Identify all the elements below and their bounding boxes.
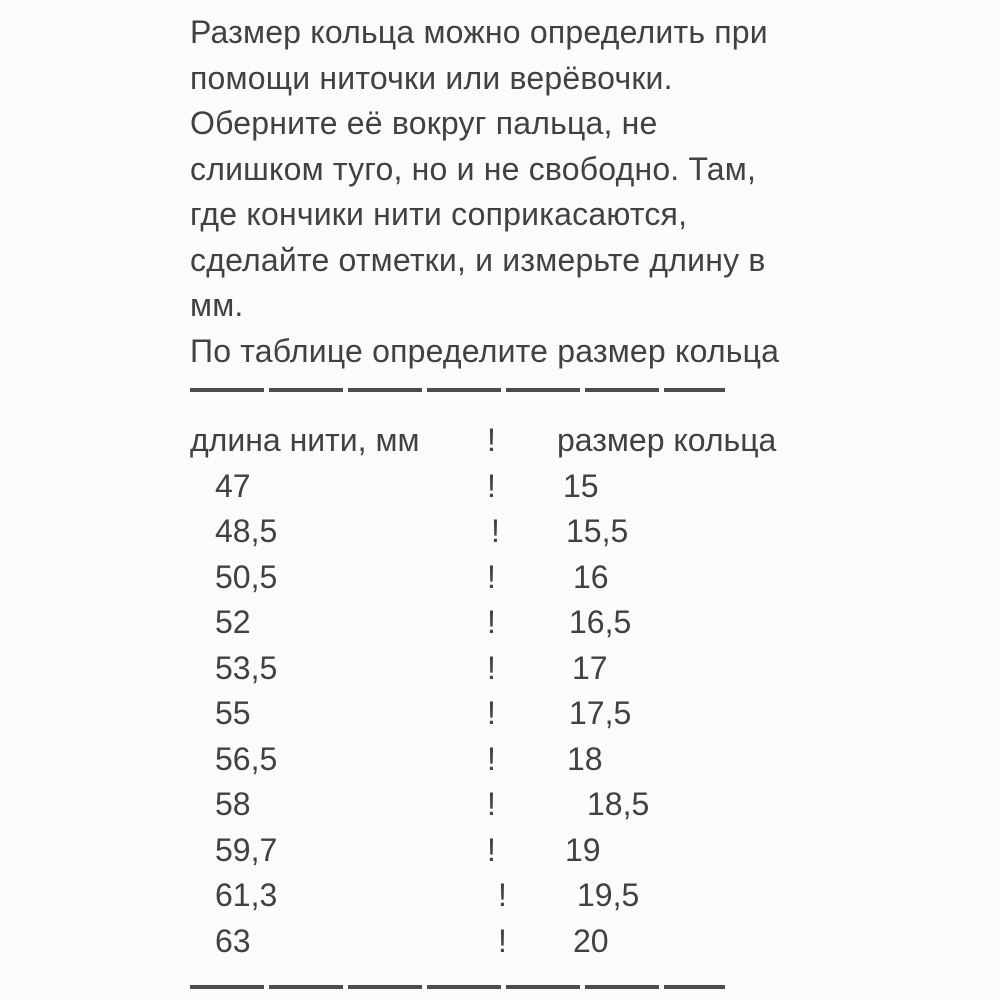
ring-size-value: 15 [563, 467, 599, 504]
column-separator: ! [487, 695, 496, 731]
header-ring-size: размер кольца [557, 422, 777, 458]
header-column-separator: ! [487, 422, 496, 458]
thread-length-value: 53,5 [215, 649, 278, 686]
table-top-divider [190, 388, 725, 392]
ring-size-value: 19 [565, 831, 601, 868]
column-separator: ! [491, 513, 500, 549]
header-thread-length: длина нити, мм [190, 422, 420, 458]
table-row [190, 691, 830, 737]
thread-length-value: 63 [215, 922, 251, 959]
ring-size-value: 18,5 [587, 786, 650, 822]
table-body [190, 464, 830, 965]
column-separator: ! [498, 877, 507, 913]
thread-length-value: 56,5 [215, 740, 278, 777]
column-separator: ! [487, 831, 496, 868]
table-row [190, 464, 830, 510]
instructions-paragraph [190, 10, 830, 374]
ring-size-value: 16,5 [569, 604, 632, 640]
ring-size-value: 17 [572, 649, 608, 686]
table-row [190, 782, 830, 828]
thread-length-value: 47 [215, 467, 251, 504]
table-row [190, 919, 830, 965]
ring-size-table [190, 418, 830, 964]
ring-size-value: 20 [573, 922, 609, 959]
thread-length-value: 61,3 [215, 877, 278, 913]
thread-length-value: 58 [215, 786, 251, 822]
table-row [190, 873, 830, 919]
instruction-line: сделайте отметки, и измерьте длину в [190, 241, 766, 278]
column-separator: ! [487, 649, 496, 686]
ring-size-value: 16 [573, 558, 609, 595]
thread-length-value: 48,5 [215, 513, 278, 549]
table-header-row [190, 418, 830, 464]
table-row [190, 646, 830, 692]
table-row [190, 555, 830, 601]
ring-size-value: 19,5 [577, 877, 640, 913]
column-separator: ! [487, 558, 496, 595]
table-row [190, 509, 830, 555]
ring-size-value: 18 [567, 740, 603, 777]
instruction-line: Размер кольца можно определить при [190, 14, 768, 50]
column-separator: ! [487, 740, 496, 777]
ring-size-value: 15,5 [566, 513, 629, 549]
thread-length-value: 52 [215, 604, 251, 640]
ring-size-value: 17,5 [569, 695, 632, 731]
column-separator: ! [487, 604, 496, 640]
instruction-line: Оберните её вокруг пальца, не [190, 105, 658, 141]
thread-length-value: 59,7 [215, 831, 278, 868]
column-separator: ! [498, 922, 507, 959]
instruction-line: где кончики нити соприкасаются, [190, 196, 688, 232]
column-separator: ! [487, 467, 496, 504]
instruction-line: слишком туго, но и не свободно. Там, [190, 150, 757, 187]
table-row [190, 828, 830, 874]
thread-length-value: 50,5 [215, 558, 278, 595]
table-bottom-divider [190, 985, 725, 989]
instruction-line: помощи ниточки или верёвочки. [190, 59, 673, 96]
thread-length-value: 55 [215, 695, 251, 731]
table-row [190, 737, 830, 783]
column-separator: ! [487, 786, 496, 822]
table-row [190, 600, 830, 646]
instruction-line: мм. [190, 287, 244, 323]
instruction-line: По таблице определите размер кольца [190, 332, 780, 369]
